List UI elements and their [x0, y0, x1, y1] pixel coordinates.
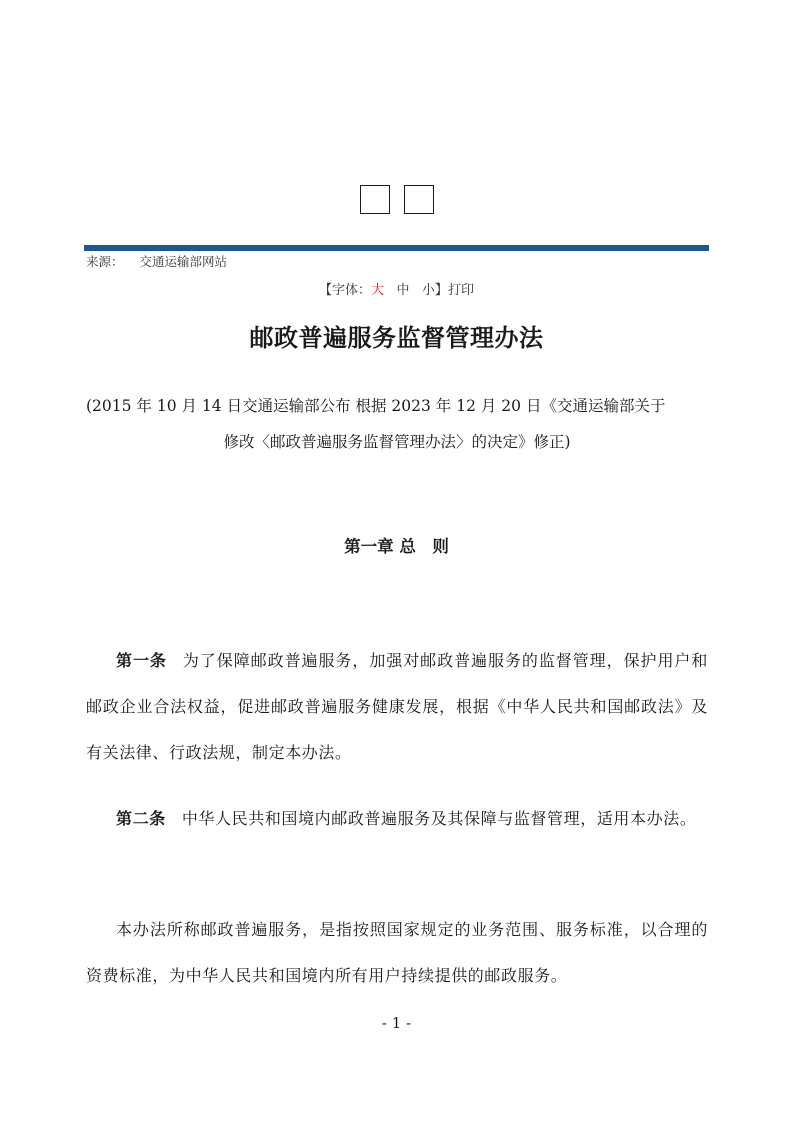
- font-bracket-open: 【字体：: [319, 283, 372, 298]
- subtitle-line-1: (2015 年 10 月 14 日交通运输部公布 根据 2023 年 12 月 20 日《交通运输部关于: [86, 397, 666, 415]
- title-placeholder-glyphs: [0, 185, 793, 214]
- article-text: 本办法所称邮政普遍服务，是指按照国家规定的业务范围、服务标准，以合理的资费标准，为中华人民共和国境内所有用户持续提供的邮政服务。: [86, 920, 708, 985]
- font-size-controls: [0, 279, 793, 298]
- print-link[interactable]: 打印: [447, 283, 474, 298]
- document-subtitle: [86, 388, 708, 460]
- article-text: 中华人民共和国境内邮政普遍服务及其保障与监督管理，适用本办法。: [181, 809, 697, 828]
- article-number: 第一条: [116, 651, 167, 670]
- page-title: 邮政普遍服务监督管理办法: [249, 324, 544, 352]
- source-line: [86, 252, 227, 270]
- header-rule: [84, 245, 709, 251]
- font-size-small-link[interactable]: 小: [421, 283, 435, 298]
- article-text: 为了保障邮政普遍服务，加强对邮政普遍服务的监督管理，保护用户和邮政企业合法权益，促进邮政普遍服务健康发展，根据《中华人民共和国邮政法》及有关法律、行政法规，制定本办法。: [86, 651, 708, 762]
- source-label: 来源：: [86, 254, 124, 269]
- article-paragraph: [86, 638, 708, 776]
- page-number: - 1 -: [381, 1014, 412, 1032]
- article-paragraph: [86, 907, 708, 999]
- article-paragraph: [86, 796, 708, 842]
- missing-glyph-box: [360, 185, 390, 214]
- article-number: 第二条: [116, 809, 166, 828]
- font-size-large-link[interactable]: 大: [371, 283, 385, 298]
- chapter-heading: 第一章 总 则: [344, 537, 449, 556]
- missing-glyph-box: [404, 185, 434, 214]
- source-value: 交通运输部网站: [139, 254, 228, 269]
- subtitle-line-2: 修改〈邮政普遍服务监督管理办法〉的决定》修正): [223, 433, 571, 451]
- font-bracket-close: 】: [434, 283, 448, 298]
- font-size-medium-link[interactable]: 中: [396, 283, 410, 298]
